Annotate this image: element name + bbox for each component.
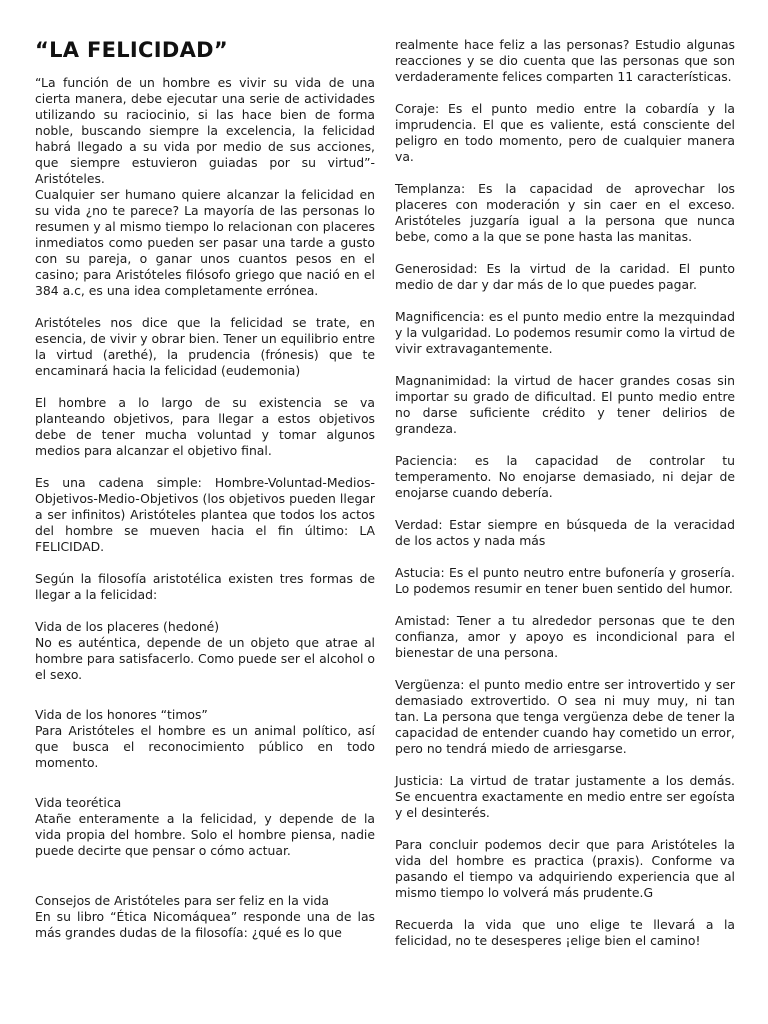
virtue-magnanimidad: Magnanimidad: la virtud de hacer grandes cosas sin importar su grado de dificultad. El punto medio entre no darse suficiente crédito y tener delirios de grandeza.: [395, 373, 735, 436]
paragraph-three-forms: Según la filosofía aristotélica existen tres formas de llegar a la felicidad:: [35, 571, 375, 602]
virtue-coraje: Coraje: Es el punto medio entre la cobardía y la imprudencia. El que es valiente, está consciente del peligro en todo momento, pero de cualquier manera va.: [395, 101, 735, 164]
heading-consejos: Consejos de Aristóteles para ser feliz en la vida: [35, 893, 329, 908]
paragraph-honores: Para Aristóteles el hombre es un animal político, así que busca el reconocimiento público en todo momento.: [35, 723, 375, 770]
virtue-justicia: Justicia: La virtud de tratar justamente a los demás. Se encuentra exactamente en medio entre ser egoísta y el desinterés.: [395, 773, 735, 820]
paragraph-continuation: realmente hace feliz a las personas? Estudio algunas reacciones y se dio cuenta que las personas que son verdaderamente felices comparten 11 características.: [395, 37, 735, 84]
heading-honores: Vida de los honores “timos”: [35, 707, 208, 722]
virtue-amistad: Amistad: Tener a tu alrededor personas que te den confianza, amor y apoyo es incondicional para el bienestar de una persona.: [395, 613, 735, 660]
paragraph-intro: Cualquier ser humano quiere alcanzar la felicidad en su vida ¿no te parece? La mayoría de las personas lo resumen y al mismo tiempo lo relacionan con placeres inmediatos como pueden ser pasar una tarde a gusto con su pareja, o ganar unos cuantos pesos en el casino; para Aristóteles filósofo griego que nació en el 384 a.c, es una idea completamente errónea.: [35, 187, 375, 298]
paragraph-consejos: En su libro “Ética Nicomáquea” responde una de las más grandes dudas de la filosofía: ¿qué es lo que: [35, 909, 375, 940]
virtue-generosidad: Generosidad: Es la virtud de la caridad. El punto medio de dar y dar más de lo que puedes pagar.: [395, 261, 735, 292]
left-column: [35, 30, 375, 941]
paragraph-placeres: No es auténtica, depende de un objeto que atrae al hombre para satisfacerlo. Como puede ser el alcohol o el sexo.: [35, 635, 375, 682]
virtue-magnificencia: Magnificencia: es el punto medio entre la mezquindad y la vulgaridad. Lo podemos resumir como la virtud de vivir extravagantemente.: [395, 309, 735, 356]
virtue-astucia: Astucia: Es el punto neutro entre bufonería y grosería. Lo podemos resumir en tener buen sentido del humor.: [395, 565, 735, 596]
heading-teoretica: Vida teorética: [35, 795, 122, 810]
paragraph-teoretica: Atañe enteramente a la felicidad, y depende de la vida propia del hombre. Solo el hombre piensa, nadie puede decirte que pensar o cómo actuar.: [35, 811, 375, 858]
virtue-templanza: Templanza: Es la capacidad de aprovechar los placeres con moderación y sin caer en el exceso. Aristóteles juzgaría igual a la persona que nunca bebe, como a la que se pone hasta las manitas.: [395, 181, 735, 244]
virtue-verguenza: Vergüenza: el punto medio entre ser introvertido y ser demasiado extrovertido. O sea ni muy muy, ni tan tan. La persona que tenga vergüenza debe de tener la capacidad de entender cuando hay cometido un error, pero no tendrá miedo de arriesgarse.: [395, 677, 735, 756]
virtue-paciencia: Paciencia: es la capacidad de controlar tu temperamento. No enojarse demasiado, ni dejar de enojarse cuando debería.: [395, 453, 735, 500]
right-column: [395, 37, 735, 949]
aristotle-quote: “La función de un hombre es vivir su vida de una cierta manera, debe ejecutar una serie de actividades utilizando su raciocinio, si las hace bien de forma noble, buscando siempre la excelencia, la felicidad habrá llegado a su vida por medio de sus acciones, que siempre estuvieron guiadas por su virtud”- Aristóteles.: [35, 75, 375, 186]
heading-placeres: Vida de los placeres (hedoné): [35, 619, 220, 634]
virtue-verdad: Verdad: Estar siempre en búsqueda de la veracidad de los actos y nada más: [395, 517, 735, 548]
paragraph-objectives: El hombre a lo largo de su existencia se va planteando objetivos, para llegar a estos objetivos debe de tener mucha voluntad y tomar algunos medios para alcanzar el objetivo final.: [35, 395, 375, 458]
paragraph-definition: Aristóteles nos dice que la felicidad se trate, en esencia, de vivir y obrar bien. Tener un equilibrio entre la virtud (arethé), la prudencia (frónesis) que te encaminará hacia la felicidad (eudemonia): [35, 315, 375, 378]
paragraph-chain: Es una cadena simple: Hombre-Voluntad-Medios-Objetivos-Medio-Objetivos (los objetivos pueden llegar a ser infinitos) Aristóteles plantea que todos los actos del hombre se mueven hacia el fin último: LA FELICIDAD.: [35, 475, 375, 554]
document-title: “LA FELICIDAD”: [35, 38, 228, 62]
paragraph-conclusion: Para concluir podemos decir que para Aristóteles la vida del hombre es practica (praxis). Conforme va pasando el tiempo va adquiriendo experiencia que al mismo tiempo lo volverá más prudente.G: [395, 837, 735, 900]
paragraph-closing: Recuerda la vida que uno elige te llevará a la felicidad, no te desesperes ¡elige bien el camino!: [395, 917, 735, 948]
